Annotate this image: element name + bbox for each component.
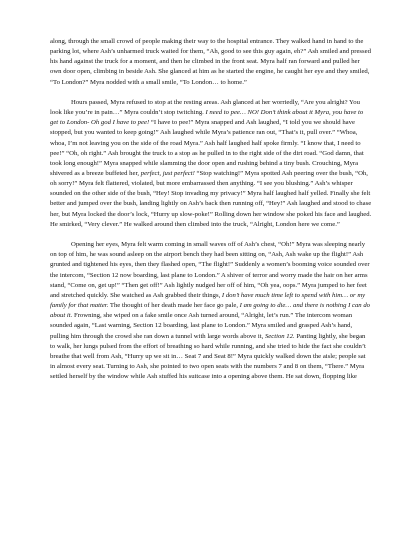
text-run: The thought of her death made her face go pale, (108, 302, 240, 310)
italic-text-run: I need to pee… NO! Don’t think about it Myra, you have to get to London- Oh god I have to pee! (50, 109, 364, 127)
text-run: along, through the small crowd of people making their way to the hospital entrance. They walked hand in hand to the parking lot, where Ash’s unharmed truck waited for them, “Ah, good to see this guy again, eh?” Ash smiled and pressed his hand against the truck for a moment, and then he climbed in the front seat. Myra half ran forward and pulled her own door open, climbing in beside Ash. She glanced at him as he started the engine, he caught her eye and they smiled, “To London?” Myra nodded with a small smile, “To London… to home.” (50, 38, 371, 86)
italic-text-run: I don’t have much time left to spend with him… or my family for that matter. (50, 291, 366, 310)
italic-text-run: I am going to die… and there is nothing I can do about it. (50, 302, 371, 320)
paragraph (50, 240, 372, 382)
text-run: Hours passed, Myra refused to stop at the resting areas. Ash glanced at her worriedly, “Are you alright? You look like you’re in pain…” Myra couldn’t stop twitching. (50, 98, 360, 117)
body-text (50, 37, 372, 382)
text-run: Frowning, she wiped on a fake smile once Ash turned around, “Alright, let’s run.” The intercom woman sounded again, “Last warning, Section 12 boarding, last plane to London.” Myra smiled and grasped Ash’s hand, pulling him through the crowd she ran down a tunnel with large words above it, (50, 312, 353, 340)
text-run: Panting lightly, she began to walk, her lungs pulsed from the effort of breathing so hard while running, and she tried to hide the fact she couldn’t breathe that well from Ash, “Hurry up we sit in… Seat 7 and Seat 8!” Myra quickly walked down the aisle; people sat in almost every seat. Turning to Ash, she pointed to two open seats with the numbers 7 and 8 on them, “There.” Myra settled herself by the window while Ash stuffed his suitcase into a opening above them. He sat down, flopping like (50, 332, 366, 381)
italic-text-run: perfect, just perfect! (140, 170, 195, 178)
text-run: “Stop watching!” Myra spotted Ash peering over the bush, “Oh, oh sorry!” Myra felt flattered, violated, but more embarrassed then anything. “I see you blushing.” Ash’s whisper sounded on the other side of the bush, “Hey! Stop invading my privacy!” Myra half laughed half yelled. Finally she felt better and jumped over the bush, landing lightly on Ash’s back then running off, “Hey!” Ash laughed and stood to chase her, but Myra locked the door’s lock, “Hurry up slow-poke!” Rolling down her window she poked his face and laughed. He smirked, “Very clever.” He walked around then climbed into the truck, “Alright, London here we come.” (50, 170, 372, 228)
text-run: Opening her eyes, Myra felt warm coming in small waves off of Ash’s chest, “Oh!” Myra was sleeping nearly on top of him, he was sound asleep on the airport bench they had been sitting on, “Ash, Ash wake up the flight!” Ash grunted and tightened his eyes, then they flashed open, “The flight!” Suddenly a women’s booming voice sounded over the intercom, “Section 12 now boarding, last plane to London.” A shiver of terror and worry made the hair on her arms stand, “Come on, get up!” “Then get off!” Ash lightly nudged her off of him, “Oh yea, oops.” Myra jumped to her feet and stretched quickly. She watched as Ash grabbed their things, (50, 241, 370, 299)
paragraph (50, 37, 372, 88)
text-run: “I have to pee!” Myra snapped and Ash laughed, “I told you we should have stopped, but you wanted to keep going!” Ash laughed while Myra’s patience ran out, “That’s it, pull over.” “Whoa, whoa, I’m not leaving you on the side of the road Myra.” Ash half laughed half spoke firmly. “I know that, I need to pee!” “Oh, oh right.” Ash brought the truck to a stop as he pulled in to the right side of the dirt road. “God damn, that took long enough!” Myra snapped while slamming the door open and rushing behind a tiny bush. Crouching, Myra shivered as a breeze buffeted her, (50, 119, 364, 178)
italic-text-run: Section 12. (264, 332, 295, 340)
paragraph (50, 98, 372, 230)
